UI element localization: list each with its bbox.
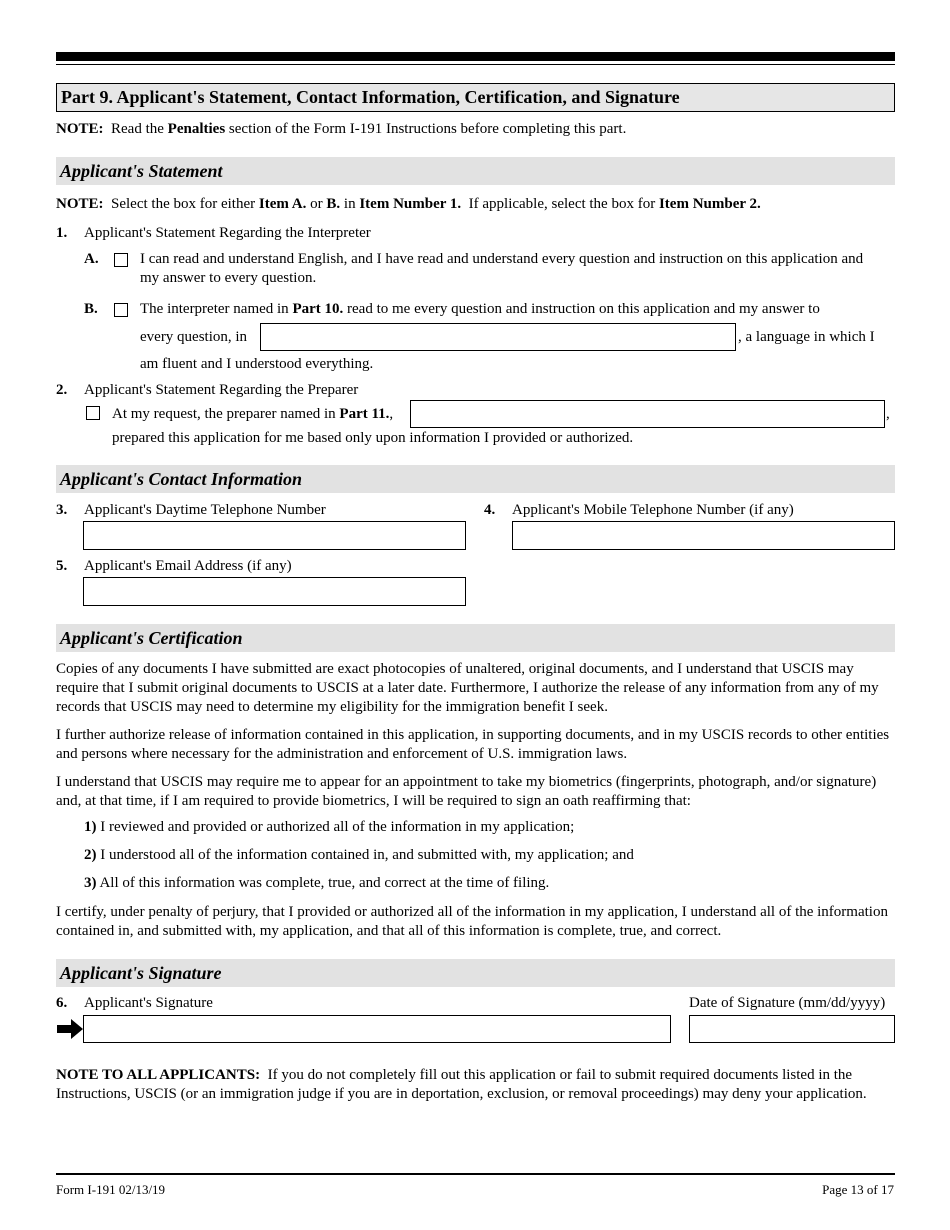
- section-contact: Applicant's Contact Information: [56, 465, 895, 493]
- top-rule-thin: [56, 64, 895, 65]
- item5-number: 5.: [56, 558, 68, 574]
- mobile-phone-field[interactable]: [512, 521, 895, 550]
- item1-label: Applicant's Statement Regarding the Interpreter: [84, 225, 371, 241]
- item6-label: Applicant's Signature: [84, 995, 213, 1011]
- date-label: Date of Signature (mm/dd/yyyy): [689, 995, 886, 1011]
- item2-line2: prepared this application for me based only upon information I provided or authorized.: [112, 430, 634, 446]
- oath-item-3: 3) All of this information was complete, true, and correct at the time of filing.: [84, 875, 550, 891]
- item2-checkbox[interactable]: [86, 406, 100, 420]
- email-field[interactable]: [83, 577, 466, 606]
- item1a-checkbox[interactable]: [114, 253, 128, 267]
- certification-paragraph-1: Copies of any documents I have submitted are exact photocopies of unaltered, original documents, and I understand that USCIS may require that I submit original documents to USCIS at a later date. Furthermore, I authorize the release of any information from any of my records that USCIS may need to determine my eligibility for the immigration benefit I seek.: [56, 661, 879, 715]
- item1b-line3: am fluent and I understood everything.: [140, 356, 374, 372]
- note-select: NOTE: Select the box for either Item A. or B. in Item Number 1. If applicable, select the box for Item Number 2.: [56, 196, 761, 212]
- arrow-right-icon: [57, 1019, 83, 1039]
- item1a-line1: I can read and understand English, and I have read and understand every question and instruction on this application and: [140, 251, 864, 267]
- footer-rule: [56, 1173, 895, 1175]
- item1b-letter: B.: [84, 301, 98, 317]
- certification-paragraph-2: I further authorize release of information contained in this application, in supporting documents, and in my USCIS records to other entities and persons where necessary for the administration and enforcement of U.S. immigration laws.: [56, 727, 890, 762]
- note-penalties: NOTE: Read the Penalties section of the Form I-191 Instructions before completing this part.: [56, 121, 627, 137]
- top-rule-thick: [56, 52, 895, 61]
- section-certification: Applicant's Certification: [56, 624, 895, 652]
- item2-label: Applicant's Statement Regarding the Preparer: [84, 382, 359, 398]
- interpreter-language-field[interactable]: [260, 323, 736, 351]
- item1a-line2: my answer to every question.: [140, 270, 317, 286]
- part-title: Part 9. Applicant's Statement, Contact Information, Certification, and Signature: [56, 83, 895, 112]
- signature-field[interactable]: [83, 1015, 671, 1043]
- item4-label: Applicant's Mobile Telephone Number (if any): [512, 502, 794, 518]
- item1b-line2-post: , a language in which I: [738, 329, 875, 345]
- item1b-line1: The interpreter named in Part 10. read to me every question and instruction on this application and my answer to: [140, 301, 820, 317]
- oath-item-1: 1) I reviewed and provided or authorized all of the information in my application;: [84, 819, 575, 835]
- certification-paragraph-4: I certify, under penalty of perjury, that I provided or authorized all of the information in my application, I understand all of the information contained in, and submitted with, my application, and that all of this information is complete, true, and correct.: [56, 904, 888, 939]
- item3-number: 3.: [56, 502, 68, 518]
- footer-page-number: Page 13 of 17: [822, 1182, 894, 1197]
- daytime-phone-field[interactable]: [83, 521, 466, 550]
- item2-comma: ,: [886, 406, 890, 422]
- footer-form-id: Form I-191 02/13/19: [56, 1182, 166, 1197]
- signature-date-field[interactable]: [689, 1015, 895, 1043]
- item1b-checkbox[interactable]: [114, 303, 128, 317]
- preparer-name-field[interactable]: [410, 400, 885, 428]
- item2-line1: At my request, the preparer named in Part 11.,: [112, 406, 394, 422]
- section-statement: Applicant's Statement: [56, 157, 895, 185]
- item6-number: 6.: [56, 995, 68, 1011]
- item3-label: Applicant's Daytime Telephone Number: [84, 502, 326, 518]
- item1b-line2-pre: every question, in: [140, 329, 248, 345]
- item5-label: Applicant's Email Address (if any): [84, 558, 292, 574]
- certification-paragraph-3: I understand that USCIS may require me to appear for an appointment to take my biometrics (fingerprints, photograph, and/or signature) and, at that time, if I am required to provide biometrics, I will be required to sign an oath reaffirming that:: [56, 774, 877, 809]
- section-signature: Applicant's Signature: [56, 959, 895, 987]
- item1-number: 1.: [56, 225, 68, 241]
- note-to-all-applicants: NOTE TO ALL APPLICANTS: If you do not completely fill out this application or fail to submit required documents listed in the Instructions, USCIS (or an immigration judge if you are in deportation, exclusion, or removal proceedings) may deny your application.: [56, 1067, 867, 1102]
- item1a-letter: A.: [84, 251, 99, 267]
- item2-number: 2.: [56, 382, 68, 398]
- oath-item-2: 2) I understood all of the information contained in, and submitted with, my application; and: [84, 847, 634, 863]
- item4-number: 4.: [484, 502, 496, 518]
